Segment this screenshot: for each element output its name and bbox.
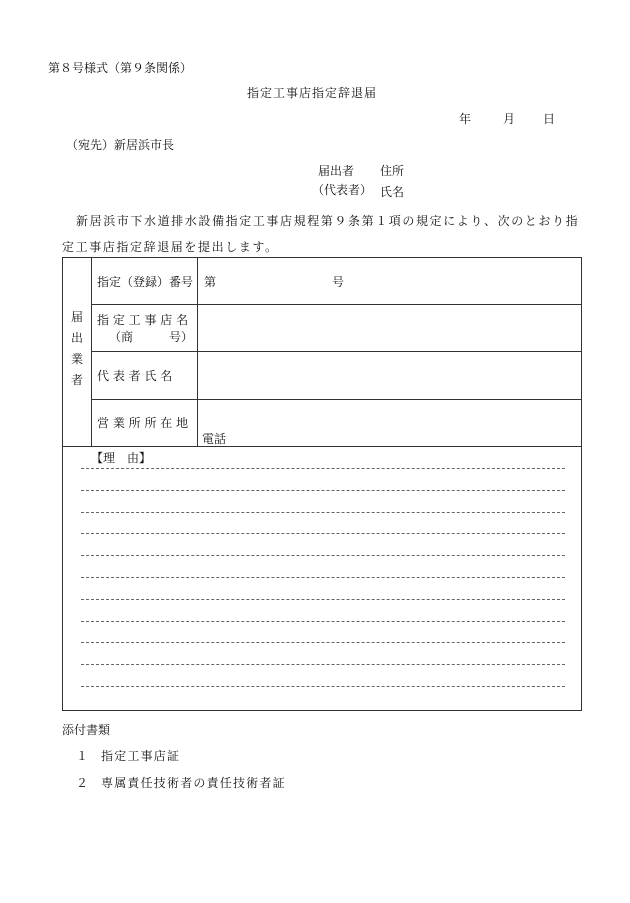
addressee: （宛先）新居浜市長 [66,138,175,152]
office-address-label: 営 業 所 所 在 地 [97,416,189,430]
body-text-line-2: 定工事店指定辞退届を提出します。 [62,240,279,254]
table-divider [91,399,581,400]
reason-dotted-line [81,621,565,622]
side-label-char: 業 [70,352,83,366]
side-label-char: 届 [70,310,83,324]
name-label: 氏名 [380,185,405,199]
representative-label: （代表者） [312,183,373,197]
reason-dotted-line [81,577,565,578]
reason-dotted-line [81,642,565,643]
table-divider [91,258,92,446]
registration-number-prefix: 第 [204,275,217,289]
attachment-number: ２ [76,776,89,790]
registration-number-suffix: 号 [332,275,345,289]
attachments-heading: 添付書類 [62,723,111,737]
reason-dotted-line [81,468,565,469]
address-label: 住所 [380,164,405,178]
form-number: 第８号様式（第９条関係） [48,61,193,75]
phone-label: 電話 [202,432,227,446]
body-text-line-1: 新居浜市下水道排水設備指定工事店規程第９条第１項の規定により、次のとおり指 [76,214,580,228]
registration-number-label: 指定（登録）番号 [97,275,194,289]
table-divider [91,304,581,305]
reason-dotted-line [81,533,565,534]
applicant-info-table [62,257,582,711]
reason-dotted-line [81,686,565,687]
date-month-label: 月 [503,112,516,126]
date-year-label: 年 [459,112,472,126]
attachment-item: 専属責任技術者の責任技術者証 [101,776,286,790]
representative-name-label: 代 表 者 氏 名 [97,369,173,383]
applicant-label: 届出者 [318,164,355,178]
document-title: 指定工事店指定辞退届 [247,86,378,100]
attachment-item: 指定工事店証 [101,749,181,763]
reason-dotted-line [81,490,565,491]
reason-dotted-line [81,599,565,600]
reason-label: 【理 由】 [91,451,152,465]
shop-name-label: 指 定 工 事 店 名 [97,313,189,327]
table-divider [197,258,198,446]
attachment-number: １ [76,749,89,763]
side-label-char: 者 [70,373,83,387]
table-divider [63,446,581,447]
reason-dotted-line [81,512,565,513]
date-day-label: 日 [543,112,556,126]
reason-dotted-line [81,664,565,665]
trade-name-sublabel: （商 号） [109,330,194,344]
table-divider [91,351,581,352]
side-label-char: 出 [70,331,83,345]
reason-dotted-line [81,555,565,556]
